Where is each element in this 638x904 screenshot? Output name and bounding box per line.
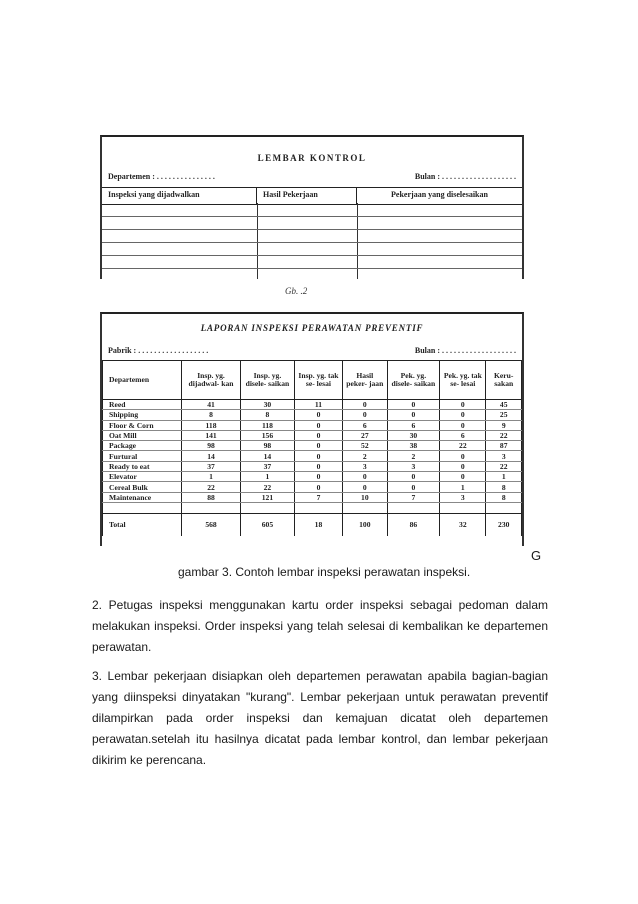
laporan-meta <box>108 346 516 355</box>
cell-kerusakan <box>486 502 522 513</box>
col-pekerjaan-diselesaikan: Pekerjaan yang diselesaikan <box>391 190 488 199</box>
grid-row-line <box>102 255 522 256</box>
cell-insp-diselesaikan: 30 <box>241 400 295 410</box>
header-pek-tak-selesai: Pek. yg. tak se- lesai <box>440 361 486 400</box>
cell-insp-diselesaikan: 98 <box>241 441 295 451</box>
cell-pek-diselesaikan: 0 <box>387 410 440 420</box>
cell-insp-diselesaikan: 118 <box>241 420 295 430</box>
cell-insp-tak-selesai: 0 <box>294 430 342 440</box>
cell-insp-dijadwalkan: 8 <box>182 410 241 420</box>
cell-kerusakan: 87 <box>486 441 522 451</box>
lembar-kontrol-header-row <box>102 187 522 205</box>
cell-insp-tak-selesai: 7 <box>294 492 342 502</box>
laporan-title: LAPORAN INSPEKSI PERAWATAN PREVENTIF <box>200 323 424 333</box>
cell-kerusakan: 22 <box>486 430 522 440</box>
grid-row-line <box>102 216 522 217</box>
header-insp-diselesaikan: Insp. yg. disele- saikan <box>241 361 295 400</box>
cell-pek-diselesaikan: 6 <box>387 420 440 430</box>
cell-departemen: Cereal Bulk <box>103 482 182 492</box>
cell-kerusakan: 9 <box>486 420 522 430</box>
cell-insp-dijadwalkan: 41 <box>182 400 241 410</box>
cell-insp-diselesaikan: 37 <box>241 461 295 471</box>
cell-insp-tak-selesai: 0 <box>294 472 342 482</box>
cell-hasil-pekerjaan: 0 <box>343 400 387 410</box>
cell-pek-diselesaikan: 2 <box>387 451 440 461</box>
table-row <box>103 451 522 461</box>
cell-insp-diselesaikan: 121 <box>241 492 295 502</box>
cell-departemen: Elevator <box>103 472 182 482</box>
cell-insp-tak-selesai: 0 <box>294 461 342 471</box>
table-row <box>103 410 522 420</box>
cell-kerusakan: 45 <box>486 400 522 410</box>
cell-pek-tak-selesai: 0 <box>440 451 486 461</box>
cell-insp-dijadwalkan: 14 <box>182 451 241 461</box>
laporan-table <box>102 360 522 536</box>
paragraph-3: 3. Lembar pekerjaan disiapkan oleh departemen perawatan apabila bagian-bagian yang diinspeksi dinyatakan "kurang". Lembar pekerjaan untuk perawatan preventif dilampirkan pada order inspeksi dan kemajuan dicatat oleh departemen perawatan.setelah itu hasilnya dicatat pada lembar kontrol, dan lembar pekerjaan dikirim ke perencana. <box>92 669 548 767</box>
laporan-body <box>103 400 522 536</box>
cell-pek-tak-selesai: 0 <box>440 420 486 430</box>
figure-caption: gambar 3. Contoh lembar inspeksi perawatan inspeksi. <box>178 565 471 579</box>
header-insp-dijadwalkan: Insp. yg. dijadwal- kan <box>182 361 241 400</box>
cell-hasil-pekerjaan: 3 <box>343 461 387 471</box>
cell-pek-diselesaikan: 38 <box>387 441 440 451</box>
laporan-bulan-label: Bulan : . . . . . . . . . . . . . . . . . . . <box>414 346 516 355</box>
table-row <box>103 441 522 451</box>
cell-kerusakan: 230 <box>486 513 522 536</box>
cell-pek-tak-selesai: 22 <box>440 441 486 451</box>
cell-pek-tak-selesai: 6 <box>440 430 486 440</box>
cell-pek-diselesaikan <box>387 502 440 513</box>
cell-hasil-pekerjaan: 0 <box>343 482 387 492</box>
cell-departemen: Package <box>103 441 182 451</box>
table-row <box>103 492 522 502</box>
table-row <box>103 461 522 471</box>
total-row <box>103 513 522 536</box>
header-pek-diselesaikan: Pek. yg. disele- saikan <box>387 361 440 400</box>
cell-pek-tak-selesai: 0 <box>440 472 486 482</box>
spacer-row <box>103 502 522 513</box>
cell-insp-diselesaikan: 8 <box>241 410 295 420</box>
cell-hasil-pekerjaan: 0 <box>343 410 387 420</box>
cell-insp-diselesaikan: 1 <box>241 472 295 482</box>
cell-insp-diselesaikan <box>241 502 295 513</box>
cell-departemen: Oat Mill <box>103 430 182 440</box>
cell-pek-tak-selesai: 0 <box>440 400 486 410</box>
lembar-kontrol-grid <box>102 187 522 279</box>
departemen-label: Departemen : . . . . . . . . . . . . . . . <box>108 172 215 181</box>
cell-pek-tak-selesai: 0 <box>440 410 486 420</box>
lembar-kontrol-meta <box>108 172 516 181</box>
cell-insp-dijadwalkan: 37 <box>182 461 241 471</box>
cell-kerusakan: 8 <box>486 492 522 502</box>
table-row <box>103 420 522 430</box>
cell-hasil-pekerjaan: 52 <box>343 441 387 451</box>
col-hasil-pekerjaan: Hasil Pekerjaan <box>257 188 357 204</box>
cell-departemen: Shipping <box>103 410 182 420</box>
cell-hasil-pekerjaan: 6 <box>343 420 387 430</box>
cell-kerusakan: 22 <box>486 461 522 471</box>
header-departemen: Departemen <box>103 361 182 400</box>
cell-departemen: Total <box>103 513 182 536</box>
cell-insp-tak-selesai: 18 <box>294 513 342 536</box>
table-row <box>103 472 522 482</box>
cell-insp-diselesaikan: 14 <box>241 451 295 461</box>
lembar-kontrol-title: LEMBAR KONTROL <box>257 153 367 163</box>
cell-pek-tak-selesai <box>440 502 486 513</box>
cell-departemen: Floor & Corn <box>103 420 182 430</box>
paragraph-2: 2. Petugas inspeksi menggunakan kartu order inspeksi sebagai pedoman dalam melakukan inspeksi. Order inspeksi yang telah selesai di kembalikan ke departemen perawatan. <box>92 598 548 654</box>
cell-pek-diselesaikan: 0 <box>387 472 440 482</box>
table-row <box>103 400 522 410</box>
cell-insp-tak-selesai: 0 <box>294 451 342 461</box>
gb-caption: Gb. .2 <box>285 286 308 296</box>
table-row <box>103 482 522 492</box>
header-insp-tak-selesai: Insp. yg. tak se- lesai <box>294 361 342 400</box>
cell-pek-tak-selesai: 3 <box>440 492 486 502</box>
cell-kerusakan: 1 <box>486 472 522 482</box>
cell-departemen: Ready to eat <box>103 461 182 471</box>
cell-pek-diselesaikan: 86 <box>387 513 440 536</box>
cell-insp-dijadwalkan <box>182 502 241 513</box>
cell-kerusakan: 8 <box>486 482 522 492</box>
cell-insp-dijadwalkan: 88 <box>182 492 241 502</box>
cell-insp-dijadwalkan: 22 <box>182 482 241 492</box>
cell-kerusakan: 3 <box>486 451 522 461</box>
cell-insp-dijadwalkan: 1 <box>182 472 241 482</box>
cell-pek-tak-selesai: 32 <box>440 513 486 536</box>
laporan-header-row <box>103 361 522 400</box>
cell-insp-tak-selesai: 0 <box>294 410 342 420</box>
cell-insp-diselesaikan: 605 <box>241 513 295 536</box>
cell-pek-tak-selesai: 0 <box>440 461 486 471</box>
grid-row-line <box>102 242 522 243</box>
cell-insp-tak-selesai: 0 <box>294 420 342 430</box>
table-row <box>103 430 522 440</box>
cell-hasil-pekerjaan: 10 <box>343 492 387 502</box>
cell-insp-tak-selesai: 11 <box>294 400 342 410</box>
col-inspeksi-dijadwalkan: Inspeksi yang dijadwalkan <box>102 188 257 204</box>
cell-hasil-pekerjaan: 100 <box>343 513 387 536</box>
bulan-label: Bulan : . . . . . . . . . . . . . . . . . . . <box>414 172 516 181</box>
cell-departemen: Maintenance <box>103 492 182 502</box>
grid-row-line <box>102 268 522 269</box>
cell-insp-dijadwalkan: 98 <box>182 441 241 451</box>
cell-departemen: Reed <box>103 400 182 410</box>
cell-hasil-pekerjaan <box>343 502 387 513</box>
cell-insp-diselesaikan: 22 <box>241 482 295 492</box>
lembar-kontrol-form <box>100 135 524 279</box>
cell-departemen <box>103 502 182 513</box>
header-hasil-pekerjaan: Hasil peker- jaan <box>343 361 387 400</box>
cell-insp-tak-selesai <box>294 502 342 513</box>
cell-insp-dijadwalkan: 568 <box>182 513 241 536</box>
grid-row-line <box>102 229 522 230</box>
cell-hasil-pekerjaan: 0 <box>343 472 387 482</box>
cell-insp-diselesaikan: 156 <box>241 430 295 440</box>
cell-pek-diselesaikan: 0 <box>387 482 440 492</box>
laporan-inspeksi-form <box>100 312 524 546</box>
cell-pek-tak-selesai: 1 <box>440 482 486 492</box>
cell-insp-tak-selesai: 0 <box>294 482 342 492</box>
cell-hasil-pekerjaan: 2 <box>343 451 387 461</box>
cell-departemen: Furtural <box>103 451 182 461</box>
cell-insp-dijadwalkan: 118 <box>182 420 241 430</box>
cell-hasil-pekerjaan: 27 <box>343 430 387 440</box>
g-mark: G <box>531 548 542 563</box>
cell-pek-diselesaikan: 30 <box>387 430 440 440</box>
cell-insp-dijadwalkan: 141 <box>182 430 241 440</box>
cell-insp-tak-selesai: 0 <box>294 441 342 451</box>
cell-pek-diselesaikan: 7 <box>387 492 440 502</box>
cell-pek-diselesaikan: 3 <box>387 461 440 471</box>
cell-pek-diselesaikan: 0 <box>387 400 440 410</box>
cell-kerusakan: 25 <box>486 410 522 420</box>
pabrik-label: Pabrik : . . . . . . . . . . . . . . . . . . <box>108 346 209 355</box>
header-kerusakan: Keru- sakan <box>486 361 522 400</box>
